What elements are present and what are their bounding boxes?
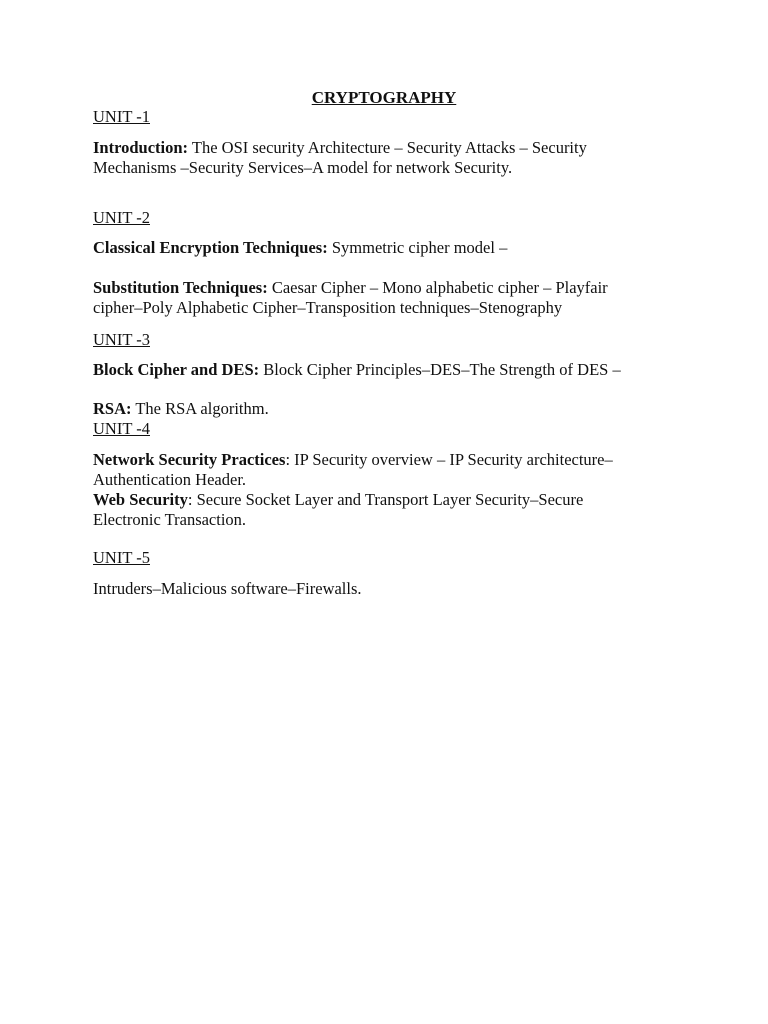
- unit-1-heading: UNIT -1: [93, 107, 150, 126]
- network-security-practices-label: Network Security Practices: [93, 450, 286, 469]
- unit-5-content: [93, 579, 683, 599]
- document-title: CRYPTOGRAPHY: [311, 88, 457, 107]
- unit-3-block-cipher: [93, 360, 683, 380]
- unit-5-text: Intruders–Malicious software–Firewalls.: [93, 579, 362, 598]
- network-security-practices-text-1: : IP Security overview – IP Security architecture–: [285, 450, 613, 469]
- introduction-label: Introduction:: [93, 138, 189, 157]
- introduction-text-2: Mechanisms –Security Services–A model for network Security.: [93, 158, 513, 177]
- rsa-text: The RSA algorithm.: [131, 399, 269, 418]
- unit-5-heading: UNIT -5: [93, 548, 150, 567]
- substitution-text-2: cipher–Poly Alphabetic Cipher–Transposition techniques–Stenography: [93, 298, 563, 317]
- block-cipher-text: Block Cipher Principles–DES–The Strength of DES –: [259, 360, 621, 379]
- unit-1-introduction: [93, 138, 683, 178]
- introduction-text-1: The OSI security Architecture – Security Attacks – Security: [188, 138, 587, 157]
- web-security-text-1: : Secure Socket Layer and Transport Layer Security–Secure: [187, 490, 584, 509]
- unit-2-classical: [93, 238, 683, 258]
- network-security-practices-text-2: Authentication Header.: [93, 470, 247, 489]
- classical-encryption-label: Classical Encryption Techniques:: [93, 238, 328, 257]
- unit-3-heading: UNIT -3: [93, 330, 150, 349]
- unit-3-rsa: [93, 399, 683, 419]
- unit-1-intro-line-1: [93, 138, 683, 158]
- rsa-label: RSA:: [93, 399, 132, 418]
- unit-2-substitution: [93, 278, 683, 318]
- block-cipher-label: Block Cipher and DES:: [93, 360, 260, 379]
- web-security-label: Web Security: [93, 490, 188, 509]
- unit-4-content: [93, 450, 683, 530]
- unit-2-heading: UNIT -2: [93, 208, 150, 227]
- substitution-text-1: Caesar Cipher – Mono alphabetic cipher – Playfair: [267, 278, 608, 297]
- classical-encryption-text: Symmetric cipher model –: [327, 238, 508, 257]
- web-security-text-2: Electronic Transaction.: [93, 510, 247, 529]
- substitution-label: Substitution Techniques:: [93, 278, 268, 297]
- unit-4-heading: UNIT -4: [93, 419, 150, 438]
